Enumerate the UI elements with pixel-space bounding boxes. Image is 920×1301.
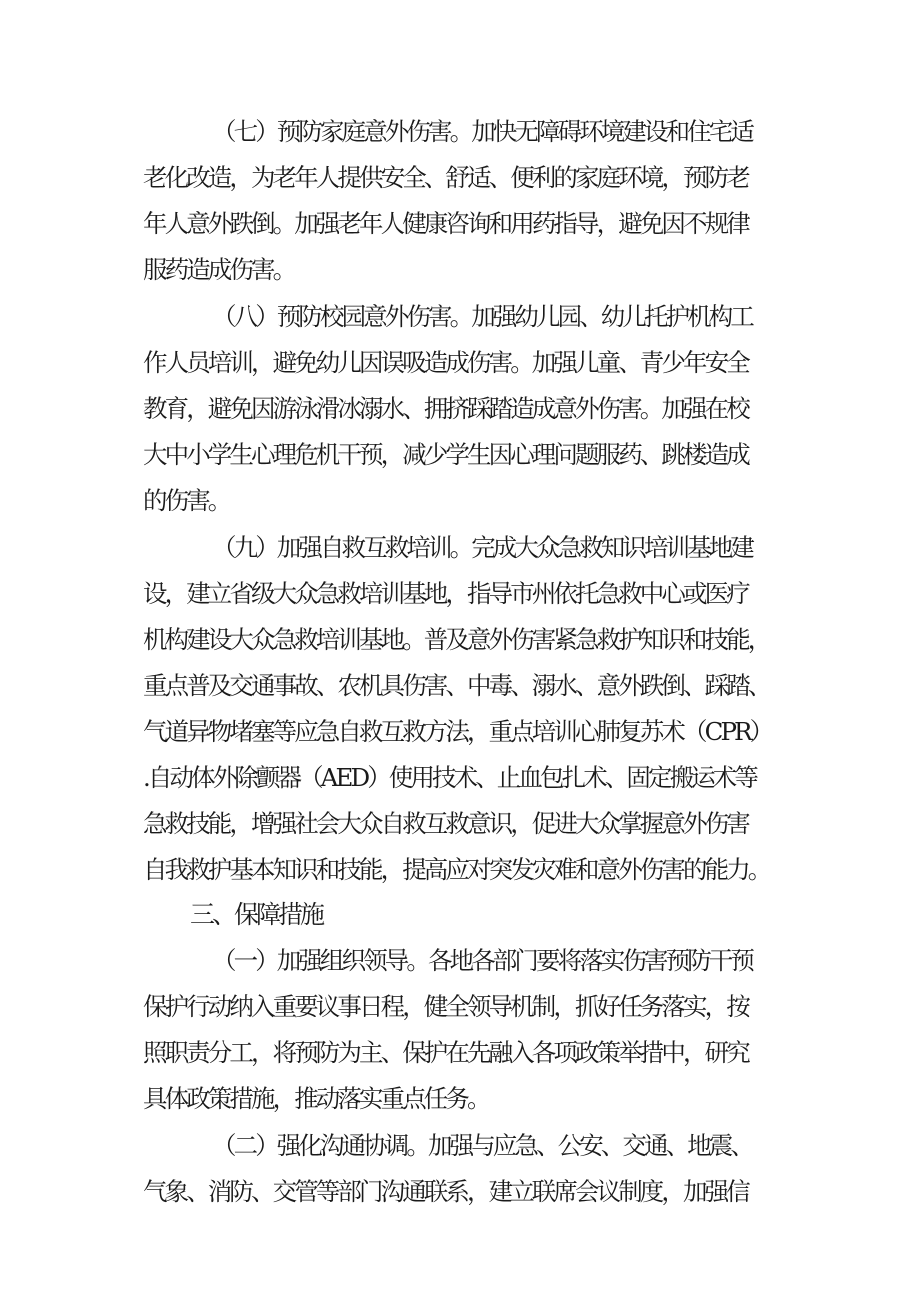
paragraph-line: 老化改造，为老年人提供安全、舒适、便利的家庭环境，预防老 [143, 163, 748, 192]
paragraph-line: （九）加强自救互救培训。完成大众急救知识培训基地建 [212, 533, 752, 562]
paragraph-line: 教育，避免因游泳滑冰溺水、拥挤踩踏造成意外伤害。加强在校 [143, 394, 748, 423]
paragraph-line: 机构建设大众急救培训基地。普及意外伤害紧急救护知识和技能， [143, 625, 770, 654]
paragraph-line: 自我救护基本知识和技能，提高应对突发灾难和意外伤害的能力。 [143, 855, 770, 884]
paragraph-line: 作人员培训，避免幼儿因误吸造成伤害。加强儿童、青少年安全 [143, 348, 748, 377]
paragraph-line: 重点普及交通事故、农机具伤害、中毒、溺水、意外跌倒、踩踏、 [143, 671, 770, 700]
paragraph-line: （七）预防家庭意外伤害。加快无障碍环境建设和住宅适 [212, 117, 752, 146]
paragraph-line: 具体政策措施，推动落实重点任务。 [143, 1084, 489, 1113]
paragraph-line: （一）加强组织领导。各地各部门要将落实伤害预防干预 [212, 946, 752, 975]
paragraph-line: 急救技能，增强社会大众自救互救意识，促进大众掌握意外伤害 [143, 809, 748, 838]
paragraph-line: 的伤害。 [143, 486, 230, 515]
paragraph-line: 气象、消防、交管等部门沟通联系，建立联席会议制度，加强信 [143, 1177, 748, 1206]
paragraph-line: 保护行动纳入重要议事日程，健全领导机制，抓好任务落实，按 [143, 992, 748, 1021]
section-heading: 三、保障措施 [190, 900, 323, 929]
paragraph-line: 大中小学生心理危机干预，减少学生因心理问题服药、跳楼造成 [143, 440, 748, 469]
paragraph-line: 照职责分工，将预防为主、保护在先融入各项政策举措中，研究 [143, 1038, 748, 1067]
paragraph-line: （二）强化沟通协调。加强与应急、公安、交通、地震、 [212, 1131, 752, 1160]
paragraph-line: 气道异物堵塞等应急自救互救方法，重点培训心肺复苏术（CPR） [143, 717, 772, 746]
paragraph-line: .自动体外除颤器（AED）使用技术、止血包扎术、固定搬运术等 [143, 763, 757, 792]
paragraph-line: （八）预防校园意外伤害。加强幼儿园、幼儿托护机构工 [212, 302, 752, 331]
paragraph-line: 服药造成伤害。 [143, 255, 295, 284]
paragraph-line: 设，建立省级大众急救培训基地，指导市州依托急救中心或医疗 [143, 579, 748, 608]
paragraph-line: 年人意外跌倒。加强老年人健康咨询和用药指导，避免因不规律 [143, 209, 748, 238]
